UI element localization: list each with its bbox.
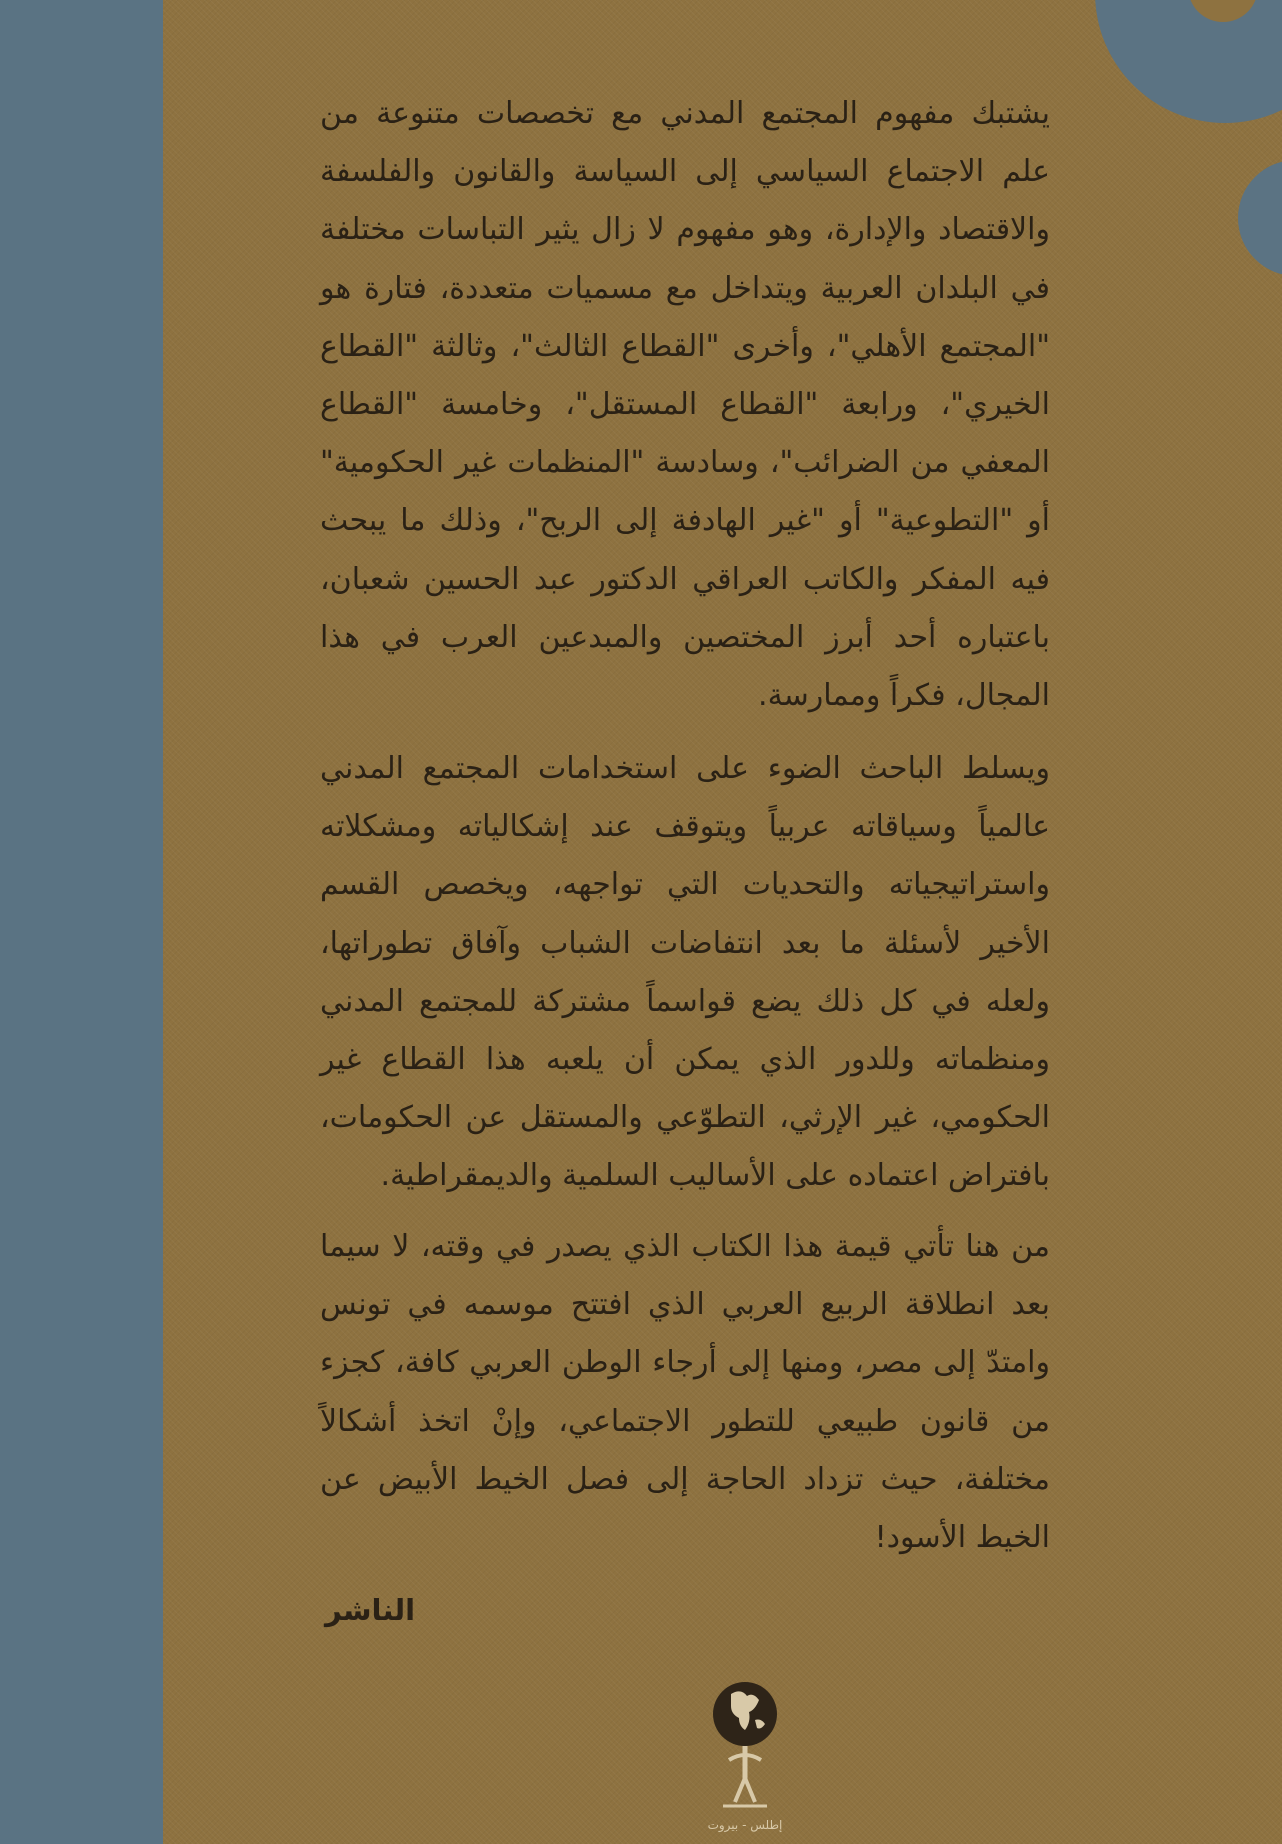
decorative-circle-side (1238, 160, 1282, 276)
decorative-circle-top (1095, 0, 1282, 123)
publisher-logo (695, 1670, 795, 1840)
blurb-paragraph-1: يشتبك مفهوم المجتمع المدني مع تخصصات متنوعة من علم الاجتماع السياسي إلى السياسة والقانون والفلسفة والاقتصاد والإدارة، وهو مفهوم لا زال يثير التباسات مختلفة في البلدان العربية ويتداخل مع مسميات متعددة، فتارة هو "المجتمع الأهلي"، وأخرى "القطاع الثالث"، وثالثة "القطاع الخيري"، ورابعة "القطاع المستقل"، وخامسة "القطاع المعفي من الضرائب"، وسادسة "المنظمات غير الحكومية" أو "التطوعية" أو "غير الهادفة إلى الربح"، وذلك ما يبحث فيه المفكر والكاتب العراقي الدكتور عبد الحسين شعبان، باعتباره أحد أبرز المختصين والمبدعين العرب في هذا المجال، فكراً وممارسة. (320, 96, 1050, 714)
blurb-paragraph-3: من هنا تأتي قيمة هذا الكتاب الذي يصدر في وقته، لا سيما بعد انطلاقة الربيع العربي الذي افتتح موسمه في تونس وامتدّ إلى مصر، ومنها إلى أرجاء الوطن العربي كافة، كجزء من قانون طبيعي للتطور الاجتماعي، وإنْ اتخذ أشكالاً مختلفة، حيث تزداد الحاجة إلى فصل الخيط الأبيض عن الخيط الأسود! (320, 1229, 1050, 1556)
blurb-paragraph-2: ويسلط الباحث الضوء على استخدامات المجتمع المدني عالمياً وسياقاته عربياً ويتوقف عند إشكالياته ومشكلاته واستراتيجياته والتحديات التي تواجهه، ويخصص القسم الأخير لأسئلة ما بعد انتفاضات الشباب وآفاق تطوراتها، ولعله في كل ذلك يضع قواسماً مشتركة للمجتمع المدني ومنظماته وللدور الذي يمكن أن يلعبه هذا القطاع غير الحكومي، غير الإرثي، التطوّعي والمستقل عن الحكومات، بافتراض اعتماده على الأساليب السلمية والديمقراطية. (320, 751, 1050, 1194)
logo-caption: إطلس - بيروت (707, 1818, 783, 1832)
globe-atlas-figure-icon (695, 1670, 795, 1820)
left-blue-band (0, 0, 163, 1844)
publisher-signature: الناشر (325, 1593, 416, 1627)
